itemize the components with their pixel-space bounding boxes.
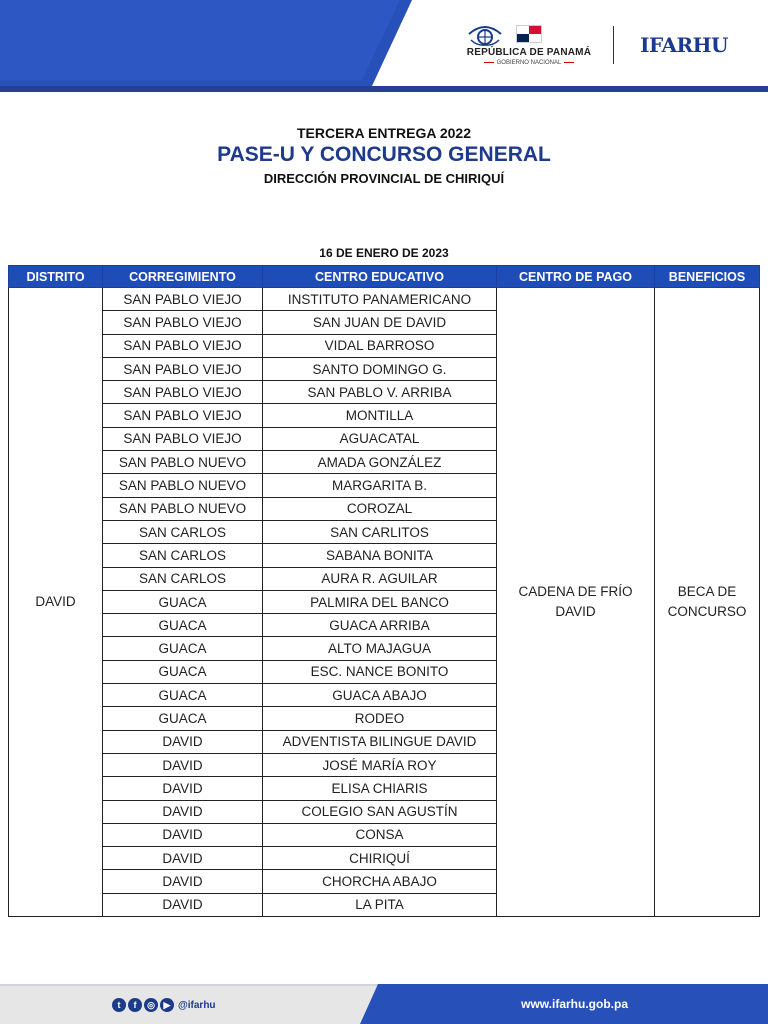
corregimiento-cell: DAVID: [103, 893, 263, 916]
ifarhu-logo: [636, 33, 728, 57]
corregimiento-cell: DAVID: [103, 753, 263, 776]
beneficios-cell: [655, 288, 760, 917]
header-centro-educativo: CENTRO EDUCATIVO: [263, 266, 497, 288]
header-centro-pago: CENTRO DE PAGO: [497, 266, 655, 288]
youtube-icon[interactable]: ▶: [160, 998, 174, 1012]
payment-schedule-table: [8, 265, 760, 917]
government-label: GOBIERNO NACIONAL: [496, 59, 562, 66]
centro-educativo-cell: ESC. NANCE BONITO: [263, 660, 497, 683]
corregimiento-cell: DAVID: [103, 730, 263, 753]
centro-educativo-cell: VIDAL BARROSO: [263, 334, 497, 357]
ifarhu-emblem-icon: [467, 20, 503, 48]
centro-educativo-cell: COLEGIO SAN AGUSTÍN: [263, 800, 497, 823]
title-line-1: TERCERA ENTREGA 2022: [296, 125, 471, 141]
document-titles: [0, 125, 768, 186]
panama-flag-icon: [516, 25, 542, 43]
corregimiento-cell: GUACA: [103, 707, 263, 730]
centro-pago-line: CADENA DE FRÍO: [518, 584, 633, 599]
corregimiento-cell: SAN PABLO VIEJO: [103, 427, 263, 450]
centro-educativo-cell: AURA R. AGUILAR: [263, 567, 497, 590]
table-header-row: [9, 266, 760, 288]
corregimiento-cell: SAN PABLO NUEVO: [103, 474, 263, 497]
header-beneficios: BENEFICIOS: [655, 266, 760, 288]
beneficios-line: CONCURSO: [667, 604, 747, 619]
corregimiento-cell: DAVID: [103, 777, 263, 800]
corregimiento-cell: SAN PABLO NUEVO: [103, 497, 263, 520]
centro-educativo-cell: GUACA ARRIBA: [263, 614, 497, 637]
title-line-2: PASE-U Y CONCURSO GENERAL: [217, 143, 551, 166]
title-line-3: DIRECCIÓN PROVINCIAL DE CHIRIQUÍ: [263, 171, 505, 186]
header-corregimiento: CORREGIMIENTO: [103, 266, 263, 288]
corregimiento-cell: SAN CARLOS: [103, 520, 263, 543]
beneficios-line: BECA DE: [677, 584, 737, 599]
centro-educativo-cell: GUACA ABAJO: [263, 684, 497, 707]
corregimiento-cell: SAN PABLO VIEJO: [103, 404, 263, 427]
corregimiento-cell: SAN PABLO VIEJO: [103, 334, 263, 357]
corregimiento-cell: GUACA: [103, 637, 263, 660]
centro-educativo-cell: AGUACATAL: [263, 427, 497, 450]
centro-pago-cell: [497, 288, 655, 917]
centro-educativo-cell: ADVENTISTA BILINGUE DAVID: [263, 730, 497, 753]
corregimiento-cell: SAN CARLOS: [103, 567, 263, 590]
institution-name: IFARHU: [640, 33, 728, 57]
centro-educativo-cell: SABANA BONITA: [263, 544, 497, 567]
corregimiento-cell: DAVID: [103, 870, 263, 893]
centro-educativo-cell: LA PITA: [263, 893, 497, 916]
centro-educativo-cell: INSTITUTO PANAMERICANO: [263, 288, 497, 311]
corregimiento-cell: GUACA: [103, 614, 263, 637]
centro-pago-line: DAVID: [555, 604, 596, 619]
corregimiento-cell: SAN CARLOS: [103, 544, 263, 567]
corregimiento-cell: SAN PABLO VIEJO: [103, 381, 263, 404]
centro-educativo-cell: RODEO: [263, 707, 497, 730]
social-handle[interactable]: @ifarhu: [178, 999, 216, 1011]
centro-educativo-cell: ALTO MAJAGUA: [263, 637, 497, 660]
header-distrito: DISTRITO: [9, 266, 103, 288]
payment-date: 16 DE ENERO DE 2023: [319, 246, 449, 260]
table-row: [9, 288, 760, 311]
centro-educativo-cell: CHORCHA ABAJO: [263, 870, 497, 893]
centro-educativo-cell: SANTO DOMINGO G.: [263, 357, 497, 380]
corregimiento-cell: DAVID: [103, 823, 263, 846]
corregimiento-cell: SAN PABLO VIEJO: [103, 357, 263, 380]
corregimiento-cell: DAVID: [103, 800, 263, 823]
centro-educativo-cell: JOSÉ MARÍA ROY: [263, 753, 497, 776]
corregimiento-cell: GUACA: [103, 684, 263, 707]
corregimiento-cell: GUACA: [103, 660, 263, 683]
distrito-cell: DAVID: [9, 288, 103, 917]
social-links: [112, 998, 216, 1012]
twitter-icon[interactable]: t: [112, 998, 126, 1012]
page-header: [0, 0, 768, 92]
centro-educativo-cell: CONSA: [263, 823, 497, 846]
corregimiento-cell: DAVID: [103, 847, 263, 870]
centro-educativo-cell: SAN CARLITOS: [263, 520, 497, 543]
centro-educativo-cell: ELISA CHIARIS: [263, 777, 497, 800]
facebook-icon[interactable]: f: [128, 998, 142, 1012]
centro-educativo-cell: SAN PABLO V. ARRIBA: [263, 381, 497, 404]
logo-divider: [613, 26, 614, 64]
centro-educativo-cell: SAN JUAN DE DAVID: [263, 311, 497, 334]
centro-educativo-cell: COROZAL: [263, 497, 497, 520]
table-body: [9, 288, 760, 917]
centro-educativo-cell: PALMIRA DEL BANCO: [263, 590, 497, 613]
page-footer: [0, 984, 768, 1024]
instagram-icon[interactable]: ◎: [144, 998, 158, 1012]
centro-educativo-cell: CHIRIQUÍ: [263, 847, 497, 870]
centro-educativo-cell: MONTILLA: [263, 404, 497, 427]
corregimiento-cell: SAN PABLO VIEJO: [103, 288, 263, 311]
website-link[interactable]: www.ifarhu.gob.pa: [521, 997, 628, 1011]
corregimiento-cell: GUACA: [103, 590, 263, 613]
centro-educativo-cell: MARGARITA B.: [263, 474, 497, 497]
republic-name: REPÚBLICA DE PANAMÁ: [466, 46, 592, 58]
corregimiento-cell: SAN PABLO NUEVO: [103, 451, 263, 474]
header-logos: [467, 20, 728, 70]
centro-educativo-cell: AMADA GONZÁLEZ: [263, 451, 497, 474]
corregimiento-cell: SAN PABLO VIEJO: [103, 311, 263, 334]
